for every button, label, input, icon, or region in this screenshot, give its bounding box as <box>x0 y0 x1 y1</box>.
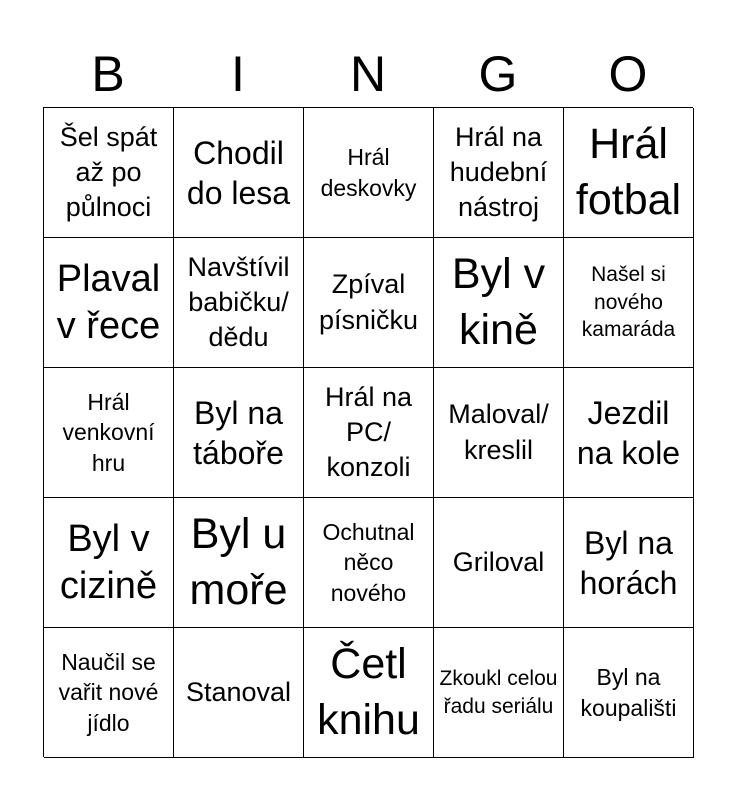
header-letter-i: I <box>231 46 245 102</box>
bingo-cell[interactable]: Jezdil na kole <box>564 368 694 498</box>
bingo-cell[interactable]: Hrál venkovní hru <box>44 368 174 498</box>
header-letter-n: N <box>349 46 387 102</box>
bingo-cell[interactable]: Chodil do lesa <box>174 108 304 238</box>
bingo-cell[interactable]: Byl na táboře <box>174 368 304 498</box>
bingo-cell[interactable]: Hrál na PC/ konzoli <box>304 368 434 498</box>
bingo-cell[interactable]: Četl knihu <box>304 628 434 758</box>
bingo-cell[interactable]: Zpíval písničku <box>304 238 434 368</box>
bingo-cell[interactable]: Byl na koupališti <box>564 628 694 758</box>
bingo-cell[interactable]: Ochutnal něco nového <box>304 498 434 628</box>
bingo-cell[interactable]: Hrál fotbal <box>564 108 694 238</box>
bingo-cell[interactable]: Byl na horách <box>564 498 694 628</box>
header-letter-g: G <box>478 46 518 102</box>
bingo-cell[interactable]: Plaval v řece <box>44 238 174 368</box>
header-letter-b: B <box>91 46 125 102</box>
bingo-cell[interactable]: Stanoval <box>174 628 304 758</box>
bingo-cell[interactable]: Šel spát až po půlnoci <box>44 108 174 238</box>
header-letter-o: O <box>608 46 648 102</box>
bingo-cell[interactable]: Naučil se vařit nové jídlo <box>44 628 174 758</box>
bingo-cell[interactable]: Byl u moře <box>174 498 304 628</box>
bingo-cell[interactable]: Hrál na hudební nástroj <box>434 108 564 238</box>
bingo-cell[interactable]: Navštívil babičku/ dědu <box>174 238 304 368</box>
bingo-grid <box>43 107 693 757</box>
bingo-cell[interactable]: Byl v kině <box>434 238 564 368</box>
bingo-cell[interactable]: Maloval/ kreslil <box>434 368 564 498</box>
bingo-header <box>43 40 693 108</box>
bingo-cell[interactable]: Byl v cizině <box>44 498 174 628</box>
bingo-cell[interactable]: Hrál deskovky <box>304 108 434 238</box>
bingo-cell[interactable]: Zkoukl celou řadu seriálu <box>434 628 564 758</box>
bingo-cell[interactable]: Našel si nového kamaráda <box>564 238 694 368</box>
bingo-cell[interactable]: Griloval <box>434 498 564 628</box>
